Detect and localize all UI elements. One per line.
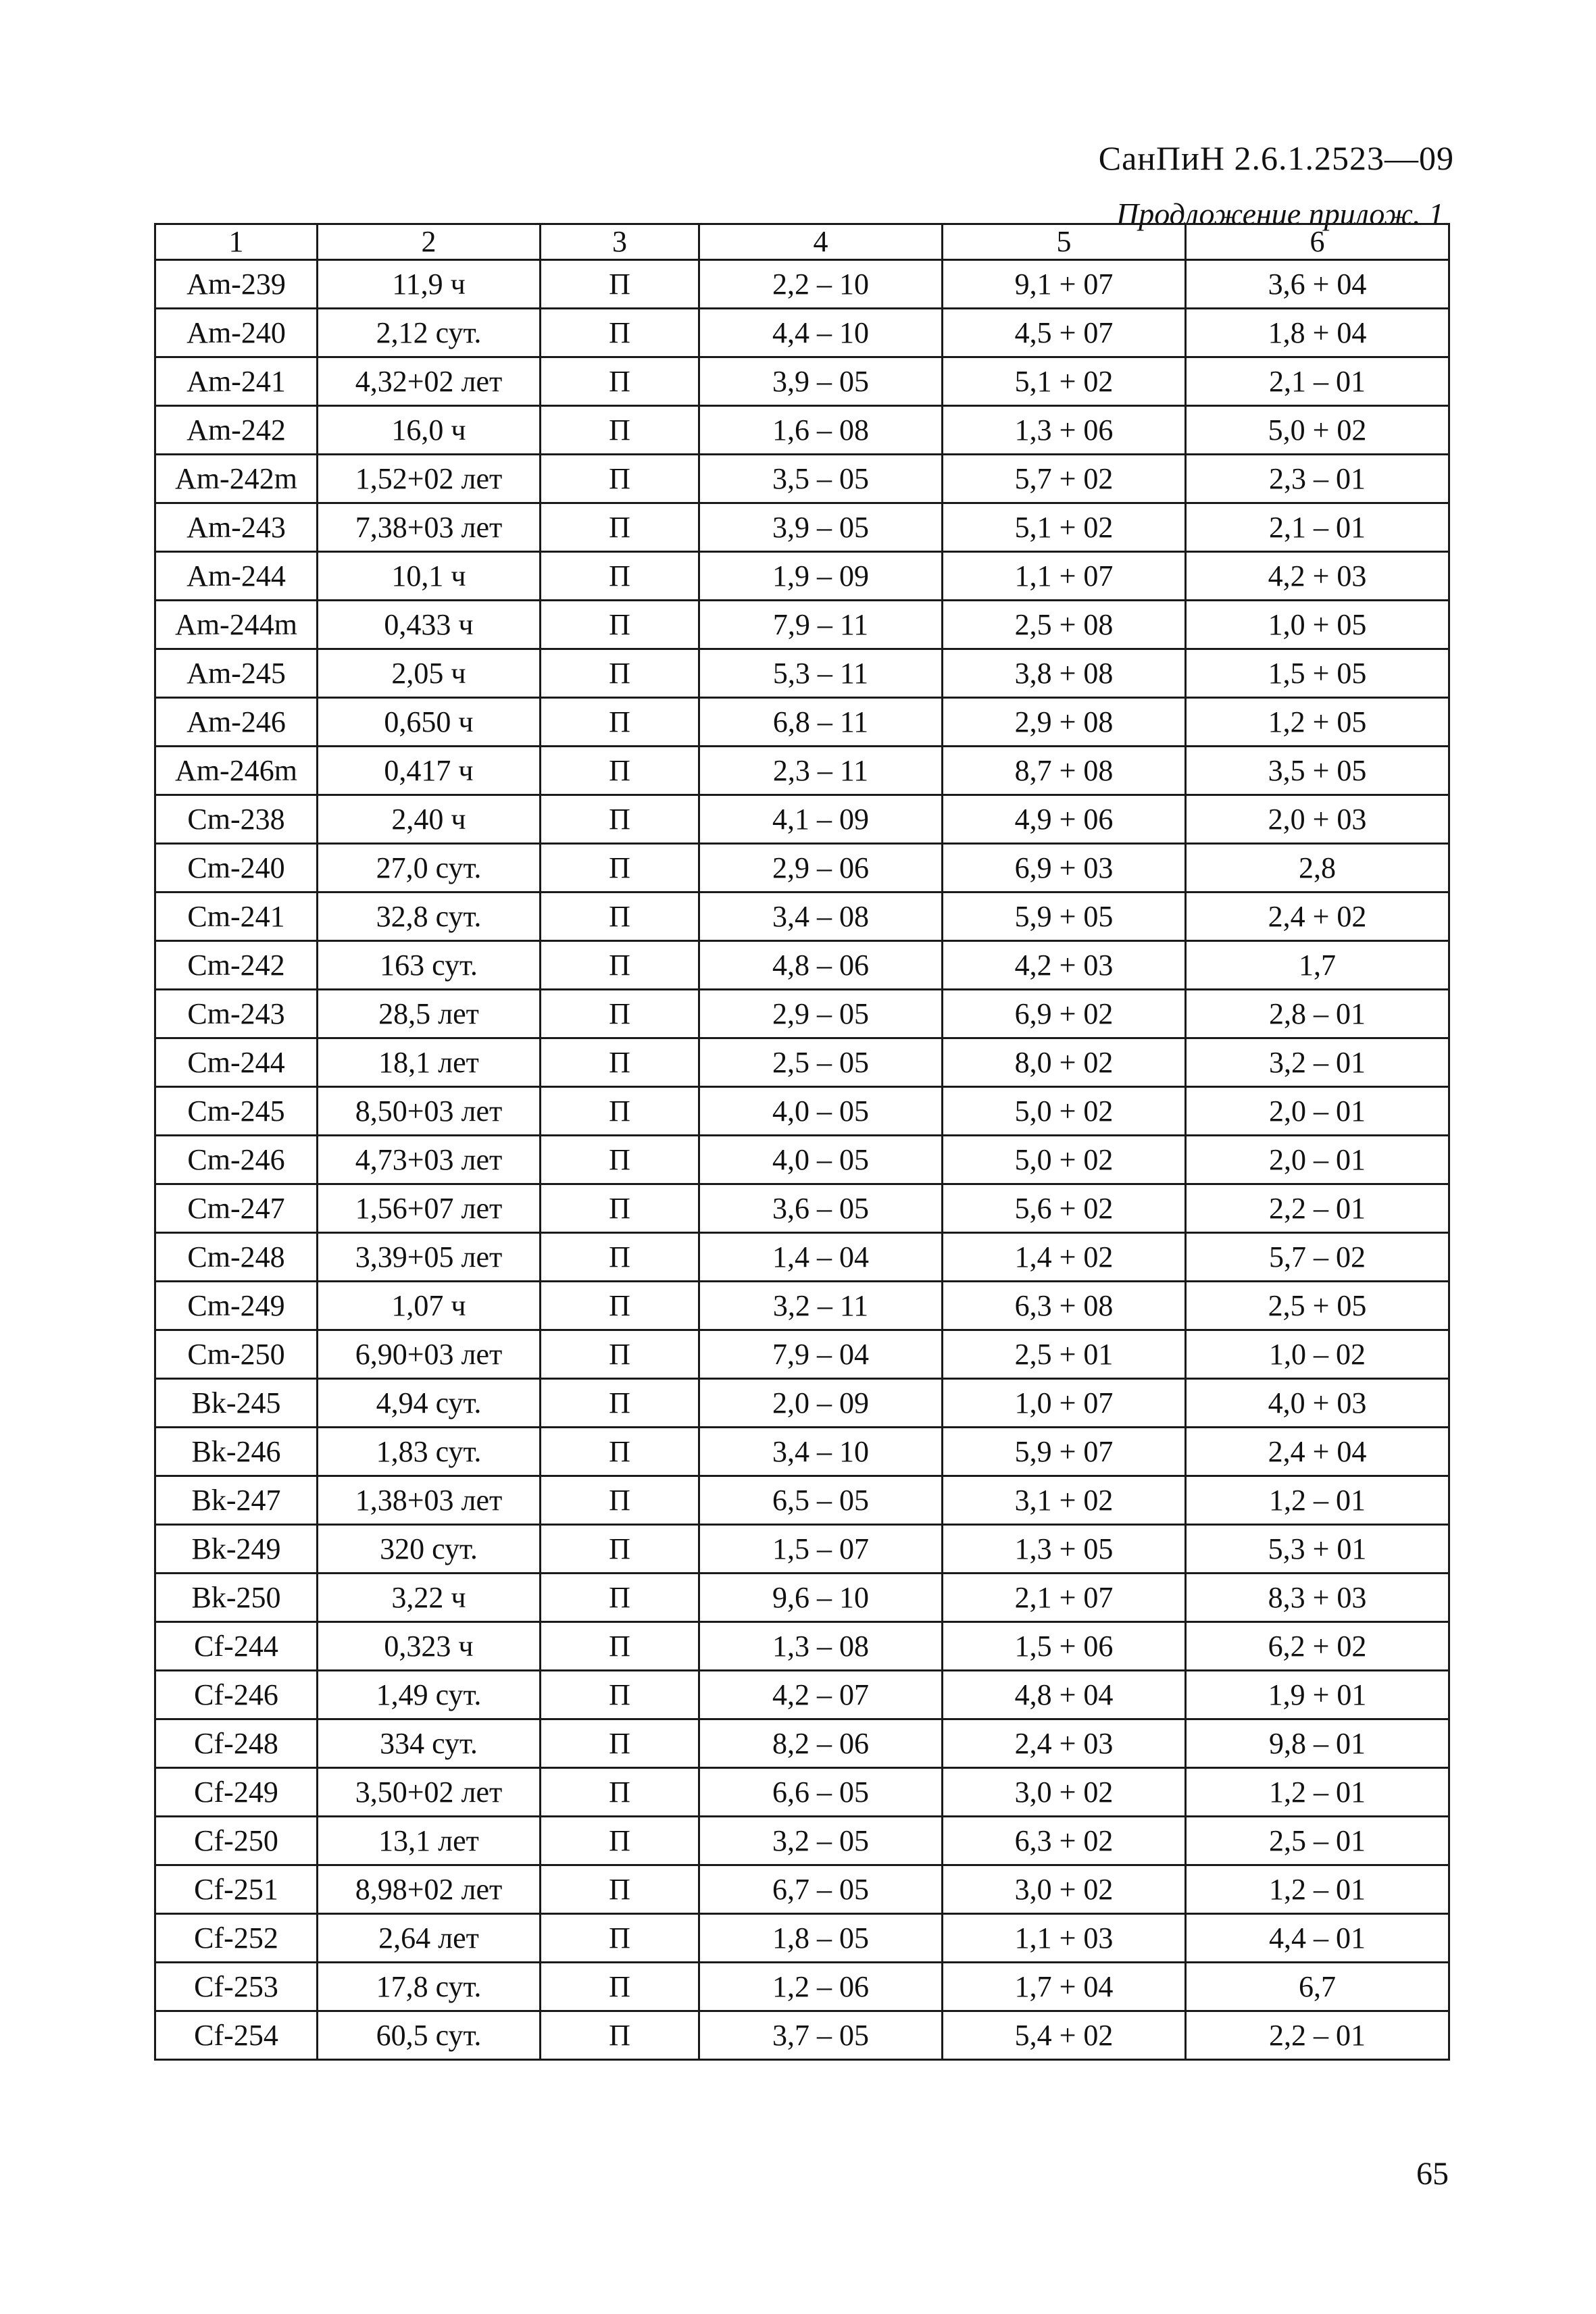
table-cell: Cm-248 <box>155 1233 318 1282</box>
table-cell: 8,2 – 06 <box>699 1719 943 1768</box>
table-cell: 3,0 + 02 <box>943 1768 1186 1817</box>
table-row <box>155 1768 1449 1817</box>
table-cell: 9,6 – 10 <box>699 1574 943 1622</box>
table-cell: 3,5 + 05 <box>1186 747 1449 795</box>
table-cell: 1,0 + 05 <box>1186 601 1449 649</box>
table-cell: 3,39+05 лет <box>318 1233 541 1282</box>
table-cell: Cm-244 <box>155 1038 318 1087</box>
table-row <box>155 2011 1449 2060</box>
table-cell: П <box>541 1233 699 1282</box>
table-cell: 2,5 + 05 <box>1186 1282 1449 1330</box>
table-cell: Am-244m <box>155 601 318 649</box>
table-cell: 18,1 лет <box>318 1038 541 1087</box>
table-cell: 3,7 – 05 <box>699 2011 943 2060</box>
table-cell: Bk-249 <box>155 1525 318 1574</box>
table-cell: П <box>541 941 699 990</box>
table-cell: 2,9 – 06 <box>699 844 943 892</box>
table-cell: 9,8 – 01 <box>1186 1719 1449 1768</box>
table-row <box>155 357 1449 406</box>
table-cell: 6,8 – 11 <box>699 698 943 747</box>
table-cell: 1,4 – 04 <box>699 1233 943 1282</box>
nuclide-table <box>154 223 1450 2061</box>
table-row <box>155 1136 1449 1184</box>
table-cell: П <box>541 406 699 455</box>
table-cell: Am-244 <box>155 552 318 601</box>
table-cell: 17,8 сут. <box>318 1963 541 2011</box>
table-row <box>155 892 1449 941</box>
table-cell: Cf-249 <box>155 1768 318 1817</box>
table-cell: 6,7 <box>1186 1963 1449 2011</box>
table-row <box>155 1476 1449 1525</box>
table-cell: 1,2 – 06 <box>699 1963 943 2011</box>
table-cell: 6,9 + 03 <box>943 844 1186 892</box>
table-cell: 4,0 + 03 <box>1186 1379 1449 1428</box>
table-cell: 4,94 сут. <box>318 1379 541 1428</box>
table-cell: Am-246m <box>155 747 318 795</box>
table-row <box>155 698 1449 747</box>
table-cell: 27,0 сут. <box>318 844 541 892</box>
table-cell: 334 сут. <box>318 1719 541 1768</box>
table-row <box>155 795 1449 844</box>
table-cell: 4,5 + 07 <box>943 309 1186 357</box>
table-cell: 3,6 – 05 <box>699 1184 943 1233</box>
table-cell: 6,2 + 02 <box>1186 1622 1449 1671</box>
table-cell: 5,0 + 02 <box>1186 406 1449 455</box>
table-row <box>155 309 1449 357</box>
table-cell: 5,0 + 02 <box>943 1087 1186 1136</box>
table-cell: 1,3 + 06 <box>943 406 1186 455</box>
table-cell: 5,9 + 05 <box>943 892 1186 941</box>
table-cell: П <box>541 747 699 795</box>
table-row <box>155 1914 1449 1963</box>
table-cell: П <box>541 357 699 406</box>
table-cell: 3,1 + 02 <box>943 1476 1186 1525</box>
table-cell: Cf-252 <box>155 1914 318 1963</box>
table-cell: 0,323 ч <box>318 1622 541 1671</box>
table-cell: Bk-250 <box>155 1574 318 1622</box>
table-cell: 2,4 + 03 <box>943 1719 1186 1768</box>
table-cell: П <box>541 309 699 357</box>
table-cell: 0,650 ч <box>318 698 541 747</box>
table-row <box>155 941 1449 990</box>
table-cell: П <box>541 1038 699 1087</box>
table-cell: 1,5 + 06 <box>943 1622 1186 1671</box>
table-cell: 6,3 + 08 <box>943 1282 1186 1330</box>
table-cell: П <box>541 990 699 1038</box>
table-header-row <box>155 224 1449 260</box>
table-row <box>155 990 1449 1038</box>
table-cell: 2,64 лет <box>318 1914 541 1963</box>
table-cell: 4,4 – 10 <box>699 309 943 357</box>
table-cell: 6,7 – 05 <box>699 1865 943 1914</box>
table-cell: Cm-238 <box>155 795 318 844</box>
table-row <box>155 601 1449 649</box>
table-cell: П <box>541 503 699 552</box>
table-cell: 6,90+03 лет <box>318 1330 541 1379</box>
table-cell: П <box>541 2011 699 2060</box>
table-cell: 28,5 лет <box>318 990 541 1038</box>
table-cell: 13,1 лет <box>318 1817 541 1865</box>
table-cell: 6,6 – 05 <box>699 1768 943 1817</box>
table-cell: Am-242m <box>155 455 318 503</box>
table-row <box>155 1330 1449 1379</box>
table-row <box>155 844 1449 892</box>
table-cell: П <box>541 795 699 844</box>
table-cell: 2,5 + 08 <box>943 601 1186 649</box>
table-cell: 3,5 – 05 <box>699 455 943 503</box>
table-cell: 4,32+02 лет <box>318 357 541 406</box>
table-cell: 2,4 + 02 <box>1186 892 1449 941</box>
table-row <box>155 1525 1449 1574</box>
table-cell: Am-241 <box>155 357 318 406</box>
table-cell: 11,9 ч <box>318 260 541 309</box>
table-cell: 4,0 – 05 <box>699 1136 943 1184</box>
table-cell: 1,83 сут. <box>318 1428 541 1476</box>
table-cell: 8,7 + 08 <box>943 747 1186 795</box>
table-cell: 1,5 + 05 <box>1186 649 1449 698</box>
table-cell: 7,38+03 лет <box>318 503 541 552</box>
table-row <box>155 1574 1449 1622</box>
table-body <box>155 260 1449 2060</box>
table-cell: 2,1 – 01 <box>1186 357 1449 406</box>
table-row <box>155 747 1449 795</box>
table-cell: 1,9 – 09 <box>699 552 943 601</box>
table-cell: П <box>541 601 699 649</box>
table-cell: 1,3 + 05 <box>943 1525 1186 1574</box>
table-row <box>155 406 1449 455</box>
table-cell: 1,9 + 01 <box>1186 1671 1449 1719</box>
table-cell: 2,2 – 01 <box>1186 2011 1449 2060</box>
table-cell: 5,0 + 02 <box>943 1136 1186 1184</box>
table-cell: 8,3 + 03 <box>1186 1574 1449 1622</box>
table-cell: Cm-249 <box>155 1282 318 1330</box>
table-cell: 5,3 – 11 <box>699 649 943 698</box>
table-cell: 1,6 – 08 <box>699 406 943 455</box>
table-cell: Am-240 <box>155 309 318 357</box>
table-cell: 4,8 – 06 <box>699 941 943 990</box>
table-row <box>155 552 1449 601</box>
table-row <box>155 1087 1449 1136</box>
table-cell: П <box>541 1136 699 1184</box>
table-row <box>155 649 1449 698</box>
table-cell: 3,2 – 01 <box>1186 1038 1449 1087</box>
table-cell: Bk-246 <box>155 1428 318 1476</box>
table-cell: П <box>541 260 699 309</box>
table-cell: 2,4 + 04 <box>1186 1428 1449 1476</box>
table-cell: П <box>541 1671 699 1719</box>
table-cell: 9,1 + 07 <box>943 260 1186 309</box>
table-cell: 1,0 – 02 <box>1186 1330 1449 1379</box>
table-cell: 16,0 ч <box>318 406 541 455</box>
table-cell: 1,2 – 01 <box>1186 1476 1449 1525</box>
table-cell: 5,1 + 02 <box>943 503 1186 552</box>
continuation-note: Продложение прилож. 1 <box>1116 197 1444 231</box>
table-cell: 2,8 – 01 <box>1186 990 1449 1038</box>
table-cell: 2,0 – 09 <box>699 1379 943 1428</box>
table-cell: П <box>541 455 699 503</box>
table-cell: 2,0 – 01 <box>1186 1087 1449 1136</box>
table-cell: 1,0 + 07 <box>943 1379 1186 1428</box>
table-cell: Am-239 <box>155 260 318 309</box>
table-cell: 320 сут. <box>318 1525 541 1574</box>
table-cell: Cm-245 <box>155 1087 318 1136</box>
table-cell: Cm-250 <box>155 1330 318 1379</box>
table-cell: П <box>541 1865 699 1914</box>
table-cell: 1,1 + 03 <box>943 1914 1186 1963</box>
table-cell: П <box>541 1719 699 1768</box>
table-cell: 2,2 – 10 <box>699 260 943 309</box>
table-cell: 4,0 – 05 <box>699 1087 943 1136</box>
table-cell: П <box>541 1379 699 1428</box>
table-row <box>155 1233 1449 1282</box>
table-cell: 3,2 – 05 <box>699 1817 943 1865</box>
table-cell: П <box>541 1476 699 1525</box>
table-cell: 7,9 – 11 <box>699 601 943 649</box>
table-row <box>155 455 1449 503</box>
table-cell: 1,2 + 05 <box>1186 698 1449 747</box>
table-cell: П <box>541 1184 699 1233</box>
table-cell: 6,5 – 05 <box>699 1476 943 1525</box>
table-cell: 3,9 – 05 <box>699 357 943 406</box>
table-cell: Am-245 <box>155 649 318 698</box>
table-cell: 3,22 ч <box>318 1574 541 1622</box>
column-header: 5 <box>943 224 1186 260</box>
table-cell: 2,5 + 01 <box>943 1330 1186 1379</box>
table-cell: П <box>541 1282 699 1330</box>
table-cell: 2,8 <box>1186 844 1449 892</box>
table-cell: 1,8 – 05 <box>699 1914 943 1963</box>
table-cell: 6,9 + 02 <box>943 990 1186 1038</box>
table-cell: П <box>541 1622 699 1671</box>
table-row <box>155 503 1449 552</box>
table-cell: Cf-253 <box>155 1963 318 2011</box>
table-cell: 0,417 ч <box>318 747 541 795</box>
table-cell: П <box>541 1525 699 1574</box>
table-cell: 5,7 + 02 <box>943 455 1186 503</box>
table-cell: 4,1 – 09 <box>699 795 943 844</box>
table-cell: 1,3 – 08 <box>699 1622 943 1671</box>
column-header: 3 <box>541 224 699 260</box>
table-cell: Cf-250 <box>155 1817 318 1865</box>
table-cell: 3,4 – 08 <box>699 892 943 941</box>
table-cell: 163 сут. <box>318 941 541 990</box>
table-row <box>155 1865 1449 1914</box>
table-cell: П <box>541 1768 699 1817</box>
table-cell: Cf-246 <box>155 1671 318 1719</box>
table-cell: Am-243 <box>155 503 318 552</box>
table-row <box>155 260 1449 309</box>
table-cell: Bk-245 <box>155 1379 318 1428</box>
table-cell: П <box>541 1817 699 1865</box>
table-cell: 2,0 + 03 <box>1186 795 1449 844</box>
table-cell: П <box>541 892 699 941</box>
table-cell: 4,2 + 03 <box>1186 552 1449 601</box>
table-cell: 1,8 + 04 <box>1186 309 1449 357</box>
table-cell: 4,2 – 07 <box>699 1671 943 1719</box>
table-cell: 5,1 + 02 <box>943 357 1186 406</box>
table-row <box>155 1622 1449 1671</box>
table-cell: 7,9 – 04 <box>699 1330 943 1379</box>
table-row <box>155 1282 1449 1330</box>
table-cell: 4,2 + 03 <box>943 941 1186 990</box>
table-cell: Am-242 <box>155 406 318 455</box>
table-cell: 1,7 + 04 <box>943 1963 1186 2011</box>
table-cell: Cf-244 <box>155 1622 318 1671</box>
table-cell: П <box>541 844 699 892</box>
column-header: 6 <box>1186 224 1449 260</box>
table-row <box>155 1671 1449 1719</box>
table-cell: П <box>541 1914 699 1963</box>
table-cell: 3,2 – 11 <box>699 1282 943 1330</box>
table-cell: 60,5 сут. <box>318 2011 541 2060</box>
table-cell: 32,8 сут. <box>318 892 541 941</box>
table-cell: П <box>541 1574 699 1622</box>
table-row <box>155 1184 1449 1233</box>
table-cell: 1,52+02 лет <box>318 455 541 503</box>
table-cell: 5,9 + 07 <box>943 1428 1186 1476</box>
table-row <box>155 1379 1449 1428</box>
table-cell: 2,9 + 08 <box>943 698 1186 747</box>
table-cell: 2,3 – 11 <box>699 747 943 795</box>
table-cell: 2,5 – 05 <box>699 1038 943 1087</box>
table-cell: Cm-243 <box>155 990 318 1038</box>
table-cell: 1,1 + 07 <box>943 552 1186 601</box>
column-header: 4 <box>699 224 943 260</box>
table-cell: Cf-254 <box>155 2011 318 2060</box>
table-cell: 2,05 ч <box>318 649 541 698</box>
table-row <box>155 1963 1449 2011</box>
table-cell: П <box>541 1087 699 1136</box>
table-cell: 2,40 ч <box>318 795 541 844</box>
column-header: 1 <box>155 224 318 260</box>
table-cell: П <box>541 698 699 747</box>
table-cell: Cf-251 <box>155 1865 318 1914</box>
table-cell: 1,4 + 02 <box>943 1233 1186 1282</box>
column-header: 2 <box>318 224 541 260</box>
table-cell: 2,0 – 01 <box>1186 1136 1449 1184</box>
table-cell: 1,38+03 лет <box>318 1476 541 1525</box>
table-cell: 4,4 – 01 <box>1186 1914 1449 1963</box>
table-cell: 4,73+03 лет <box>318 1136 541 1184</box>
table-cell: 1,2 – 01 <box>1186 1865 1449 1914</box>
table-cell: 2,1 + 07 <box>943 1574 1186 1622</box>
table-row <box>155 1428 1449 1476</box>
table-cell: Cf-248 <box>155 1719 318 1768</box>
table-cell: 5,4 + 02 <box>943 2011 1186 2060</box>
table-cell: Am-246 <box>155 698 318 747</box>
table-cell: П <box>541 552 699 601</box>
table-cell: 2,12 сут. <box>318 309 541 357</box>
table-cell: 1,07 ч <box>318 1282 541 1330</box>
table-row <box>155 1719 1449 1768</box>
table-cell: 0,433 ч <box>318 601 541 649</box>
document-code: СанПиН 2.6.1.2523—09 <box>1098 139 1454 177</box>
table-cell: 3,6 + 04 <box>1186 260 1449 309</box>
table-cell: 3,4 – 10 <box>699 1428 943 1476</box>
table-cell: Cm-246 <box>155 1136 318 1184</box>
table-row <box>155 1817 1449 1865</box>
table-cell: 5,7 – 02 <box>1186 1233 1449 1282</box>
page-number: 65 <box>1416 2156 1449 2192</box>
table-cell: 2,5 – 01 <box>1186 1817 1449 1865</box>
table-cell: 2,2 – 01 <box>1186 1184 1449 1233</box>
table-cell: Cm-242 <box>155 941 318 990</box>
table-cell: 3,9 – 05 <box>699 503 943 552</box>
table-cell: 1,7 <box>1186 941 1449 990</box>
table-cell: 10,1 ч <box>318 552 541 601</box>
table-cell: 3,8 + 08 <box>943 649 1186 698</box>
table-cell: П <box>541 649 699 698</box>
table-cell: 2,3 – 01 <box>1186 455 1449 503</box>
table-cell: 8,98+02 лет <box>318 1865 541 1914</box>
table-cell: 3,50+02 лет <box>318 1768 541 1817</box>
table-cell: П <box>541 1330 699 1379</box>
table-cell: 2,1 – 01 <box>1186 503 1449 552</box>
table-cell: 4,8 + 04 <box>943 1671 1186 1719</box>
table-cell: 4,9 + 06 <box>943 795 1186 844</box>
table-cell: П <box>541 1963 699 2011</box>
table-cell: 1,2 – 01 <box>1186 1768 1449 1817</box>
table-cell: 2,9 – 05 <box>699 990 943 1038</box>
table-cell: 8,0 + 02 <box>943 1038 1186 1087</box>
table-cell: Cm-240 <box>155 844 318 892</box>
table-cell: 1,56+07 лет <box>318 1184 541 1233</box>
table-cell: Bk-247 <box>155 1476 318 1525</box>
table-cell: 5,6 + 02 <box>943 1184 1186 1233</box>
table-cell: 1,49 сут. <box>318 1671 541 1719</box>
table-cell: 8,50+03 лет <box>318 1087 541 1136</box>
table-row <box>155 1038 1449 1087</box>
table-cell: 1,5 – 07 <box>699 1525 943 1574</box>
table-cell: 5,3 + 01 <box>1186 1525 1449 1574</box>
table-cell: 6,3 + 02 <box>943 1817 1186 1865</box>
table-cell: П <box>541 1428 699 1476</box>
table-cell: 3,0 + 02 <box>943 1865 1186 1914</box>
table-cell: Cm-247 <box>155 1184 318 1233</box>
table-cell: Cm-241 <box>155 892 318 941</box>
